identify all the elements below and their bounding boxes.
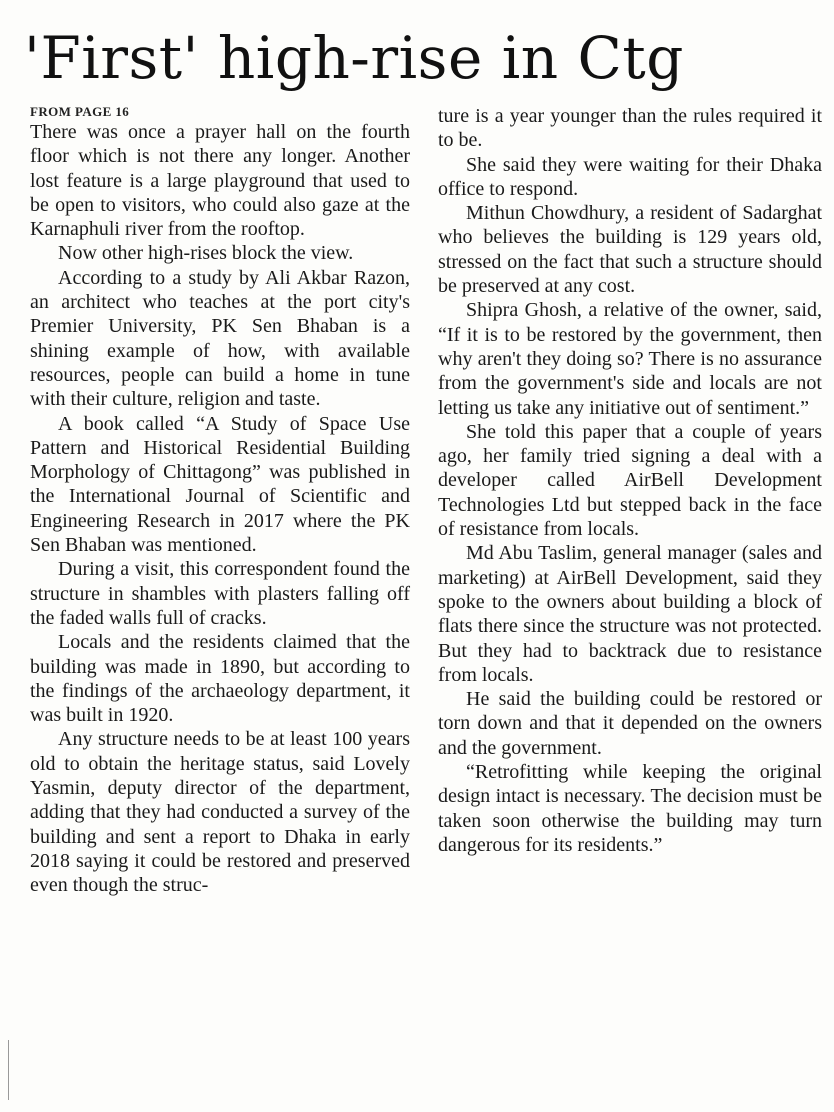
paragraph: Now other high-rises block the view. [58, 242, 354, 265]
continued-from-label: FROM PAGE 16 [30, 104, 130, 119]
paragraph: During a visit, this correspondent found the structure in shambles with plasters falling off the faded walls full of cracks. [30, 558, 410, 629]
paragraph: According to a study by Ali Akbar Razon, an architect who teaches at the port city's Premier University, PK Sen Bhaban is a shining example of how, with available resources, people can build a home in tune with their culture, religion and taste. [30, 266, 410, 411]
paragraph: Any structure needs to be at least 100 years old to obtain the heritage status, said Lovely Yasmin, deputy director of the department, adding that they had conducted a survey of the building and sent a report to Dhaka in early 2018 saying it could be restored and preserved even though the struc- [30, 728, 410, 897]
paragraph: She said they were waiting for their Dhaka office to respond. [438, 153, 822, 200]
paragraph: Md Abu Taslim, general manager (sales and marketing) at AirBell Development, said they spoke to the owners about building a block of flats there since the structure was not protected. But they had to backtrack due to resistance from locals. [438, 542, 822, 686]
paragraph: “Retrofitting while keeping the original design intact is necessary. The decision must be taken soon otherwise the building may turn dangerous for its residents.” [438, 761, 822, 856]
article-column-right [438, 104, 822, 857]
paragraph: There was once a prayer hall on the fourth floor which is not there any longer. Another lost feature is a large playground that used to be open to visitors, who could also gaze at the Karnaphuli river from the rooftop. [30, 121, 410, 241]
column-rule [8, 1040, 9, 1100]
paragraph: Shipra Ghosh, a relative of the owner, said, “If it is to be restored by the government, then why aren't they doing so? There is no assurance from the government's side and locals are not letting us take any initiative out of sentiment.” [438, 299, 822, 419]
paragraph: Mithun Chowdhury, a resident of Sadarghat who believes the building is 129 years old, stressed on the fact that such a structure should be preserved at any cost. [438, 202, 822, 298]
headline: 'First' high-rise in Ctg [24, 24, 684, 92]
paragraph: ture is a year younger than the rules required it to be. [438, 105, 822, 152]
paragraph: He said the building could be restored or torn down and that it depended on the owners and the government. [438, 688, 822, 759]
paragraph: A book called “A Study of Space Use Pattern and Historical Residential Building Morphology of Chittagong” was published in the International Journal of Scientific and Engineering Research in 2017 where the PK Sen Bhaban was mentioned. [30, 412, 410, 557]
paragraph: She told this paper that a couple of years ago, her family tried signing a deal with a developer called AirBell Development Technologies Ltd but stepped back in the face of resistance from locals. [438, 420, 822, 541]
article-column-left [30, 104, 410, 898]
paragraph: Locals and the residents claimed that the building was made in 1890, but according to the findings of the archaeology department, it was built in 1920. [30, 631, 410, 727]
